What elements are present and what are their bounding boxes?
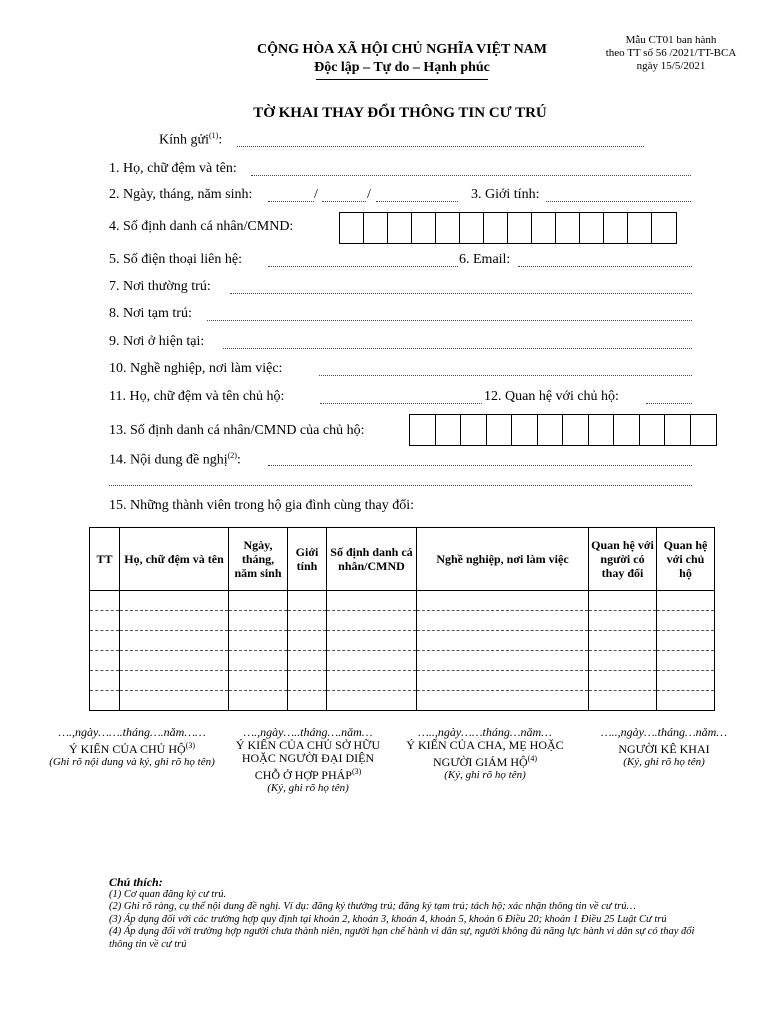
- field-household-head-label: 11. Họ, chữ đệm và tên chủ hộ:: [109, 389, 285, 404]
- footnote-item: (4) Áp dụng đối với trường hợp người chưa thành niên, người hạn chế hành vi dân sự, người không đủ năng lực hành vi dân sự có thay đổi thông tin về cư trú: [109, 926, 695, 950]
- signature-footnote: (3): [185, 741, 195, 750]
- col-header-name: Họ, chữ đệm và tên: [120, 528, 229, 591]
- form-reference: theo TT số 56 /2021/TT-BCA: [605, 47, 737, 59]
- table-row[interactable]: [90, 611, 715, 631]
- signature-declarant[interactable]: [584, 726, 744, 769]
- signature-date: …..,ngày……tháng…năm…: [418, 725, 552, 739]
- signature-role: Ý KIẾN CỦA CHỦ SỞ HỮU HOẶC NGƯỜI ĐẠI DIỆN CHỖ Ở HỢP PHÁP: [235, 738, 381, 782]
- footnote-item: (3) Áp dụng đối với các trường hợp quy định tại khoản 2, khoản 3, khoản 4, khoản 5, khoản 6 Điều 20; khoản 1 Điều 25 Luật Cư trú: [109, 913, 667, 925]
- signature-note: (Ký, ghi rõ họ tên): [444, 769, 526, 781]
- table-row[interactable]: [90, 631, 715, 651]
- form-code: Mẫu CT01 ban hành: [625, 34, 717, 46]
- recipient-text: Kính gửi: [159, 132, 209, 148]
- signature-date: ….,ngày…….tháng….năm……: [58, 725, 206, 739]
- field-birthdate-label: 2. Ngày, tháng, năm sinh:: [109, 187, 253, 202]
- recipient-label: Kính gửi$^{(1)}$:: [159, 131, 223, 148]
- signature-note: (Ký, ghi rõ họ tên): [623, 756, 705, 768]
- birth-day-line[interactable]: [268, 201, 314, 202]
- field-relation-label: 12. Quan hệ với chủ hộ:: [484, 389, 619, 404]
- field-permanent-address-line[interactable]: [230, 293, 692, 294]
- table-row[interactable]: [90, 591, 715, 611]
- col-header-index: TT: [90, 528, 120, 591]
- field-id-number-label: 4. Số định danh cá nhân/CMND:: [109, 219, 294, 234]
- field-current-address-line[interactable]: [223, 348, 692, 349]
- field-gender-label: 3. Giới tính:: [471, 187, 540, 202]
- birthdate-sep-2: /: [367, 187, 371, 202]
- signature-role: Ý KIẾN CỦA CHA, MẸ HOẶC NGƯỜI GIÁM HỘ: [406, 738, 564, 769]
- form-issue-date: ngày 15/5/2021: [636, 60, 706, 72]
- signature-date: …..,ngày….tháng…năm…: [600, 725, 727, 739]
- members-table-header: [90, 528, 715, 591]
- signature-date: ….,ngày…..tháng….năm…: [243, 725, 373, 739]
- id-number-boxes[interactable]: [339, 212, 677, 244]
- country-name: CỘNG HÒA XÃ HỘI CHỦ NGHĨA VIỆT NAM: [256, 42, 547, 57]
- field-full-name-label: 1. Họ, chữ đệm và tên:: [109, 161, 237, 176]
- field-current-address-label: 9. Nơi ở hiện tại:: [109, 334, 205, 349]
- field-phone-label: 5. Số điện thoại liên hệ:: [109, 252, 242, 267]
- recipient-input-line[interactable]: [237, 146, 644, 147]
- col-header-gender: Giới tính: [288, 528, 327, 591]
- request-content-colon: :: [236, 452, 241, 468]
- col-header-birthdate: Ngày, tháng, năm sinh: [229, 528, 288, 591]
- signature-role: Ý KIẾN CỦA CHỦ HỘ: [69, 742, 186, 756]
- footnote-item: (2) Ghi rõ ràng, cụ thể nội dung đề nghị. Ví dụ: đăng ký thường trú; đăng ký tạm trú; tách hộ; xác nhận thông tin về cư trú…: [109, 901, 636, 912]
- signature-note: (Ký, ghi rõ họ tên): [267, 782, 349, 794]
- field-permanent-address-label: 7. Nơi thường trú:: [109, 279, 211, 294]
- footnotes-title: Chú thích:: [109, 875, 163, 889]
- table-row[interactable]: [90, 691, 715, 711]
- request-content-text: 14. Nội dung đề nghị: [109, 452, 228, 468]
- field-phone-line[interactable]: [268, 266, 458, 267]
- field-temporary-address-line[interactable]: [207, 320, 692, 321]
- form-title: TỜ KHAI THAY ĐỔI THÔNG TIN CƯ TRÚ: [253, 105, 547, 121]
- footnotes: [109, 876, 699, 951]
- field-email-label: 6. Email:: [459, 252, 511, 267]
- form-code-block: [586, 34, 756, 73]
- signature-footnote: (4): [527, 754, 537, 763]
- field-request-content-line-2[interactable]: [109, 485, 692, 486]
- field-household-head-line[interactable]: [320, 403, 482, 404]
- field-email-line[interactable]: [518, 266, 692, 267]
- col-header-relation-head: Quan hệ với chủ hộ: [657, 528, 715, 591]
- signature-role: NGƯỜI KÊ KHAI: [618, 742, 710, 756]
- signature-guardian[interactable]: [405, 726, 565, 782]
- field-request-content-label: [109, 451, 241, 469]
- field-relation-line[interactable]: [646, 403, 692, 404]
- birth-year-line[interactable]: [376, 201, 458, 202]
- field-occupation-label: 10. Nghề nghiệp, nơi làm việc:: [109, 361, 283, 376]
- field-members-label: 15. Những thành viên trong hộ gia đình cùng thay đổi:: [109, 498, 415, 513]
- head-id-number-boxes[interactable]: [409, 414, 717, 446]
- request-content-footnote: (2): [227, 451, 237, 460]
- signature-footnote: (3): [351, 767, 362, 776]
- national-motto: Độc lập – Tự do – Hạnh phúc: [314, 60, 490, 75]
- table-row[interactable]: [90, 651, 715, 671]
- signature-owner[interactable]: [228, 726, 388, 795]
- field-request-content-line-1[interactable]: [268, 465, 692, 466]
- motto-underline: [316, 79, 488, 80]
- footnote-item: (1) Cơ quan đăng ký cư trú.: [109, 888, 227, 900]
- field-gender-line[interactable]: [546, 201, 691, 202]
- table-row[interactable]: [90, 671, 715, 691]
- col-header-occupation: Nghề nghiệp, nơi làm việc: [417, 528, 589, 591]
- recipient-footnote: (1): [208, 131, 219, 140]
- birthdate-sep-1: /: [314, 187, 318, 202]
- signature-household-head[interactable]: [47, 726, 217, 769]
- col-header-id: Số định danh cá nhân/CMND: [327, 528, 417, 591]
- members-table: [89, 527, 715, 711]
- col-header-relation-person: Quan hệ với người có thay đổi: [589, 528, 657, 591]
- field-occupation-line[interactable]: [319, 375, 692, 376]
- field-temporary-address-label: 8. Nơi tạm trú:: [109, 306, 192, 321]
- field-head-id-label: 13. Số định danh cá nhân/CMND của chủ hộ:: [109, 423, 365, 438]
- field-full-name-line[interactable]: [251, 175, 691, 176]
- signature-note: (Ghi rõ nội dung và ký, ghi rõ họ tên): [49, 756, 215, 768]
- birth-month-line[interactable]: [322, 201, 366, 202]
